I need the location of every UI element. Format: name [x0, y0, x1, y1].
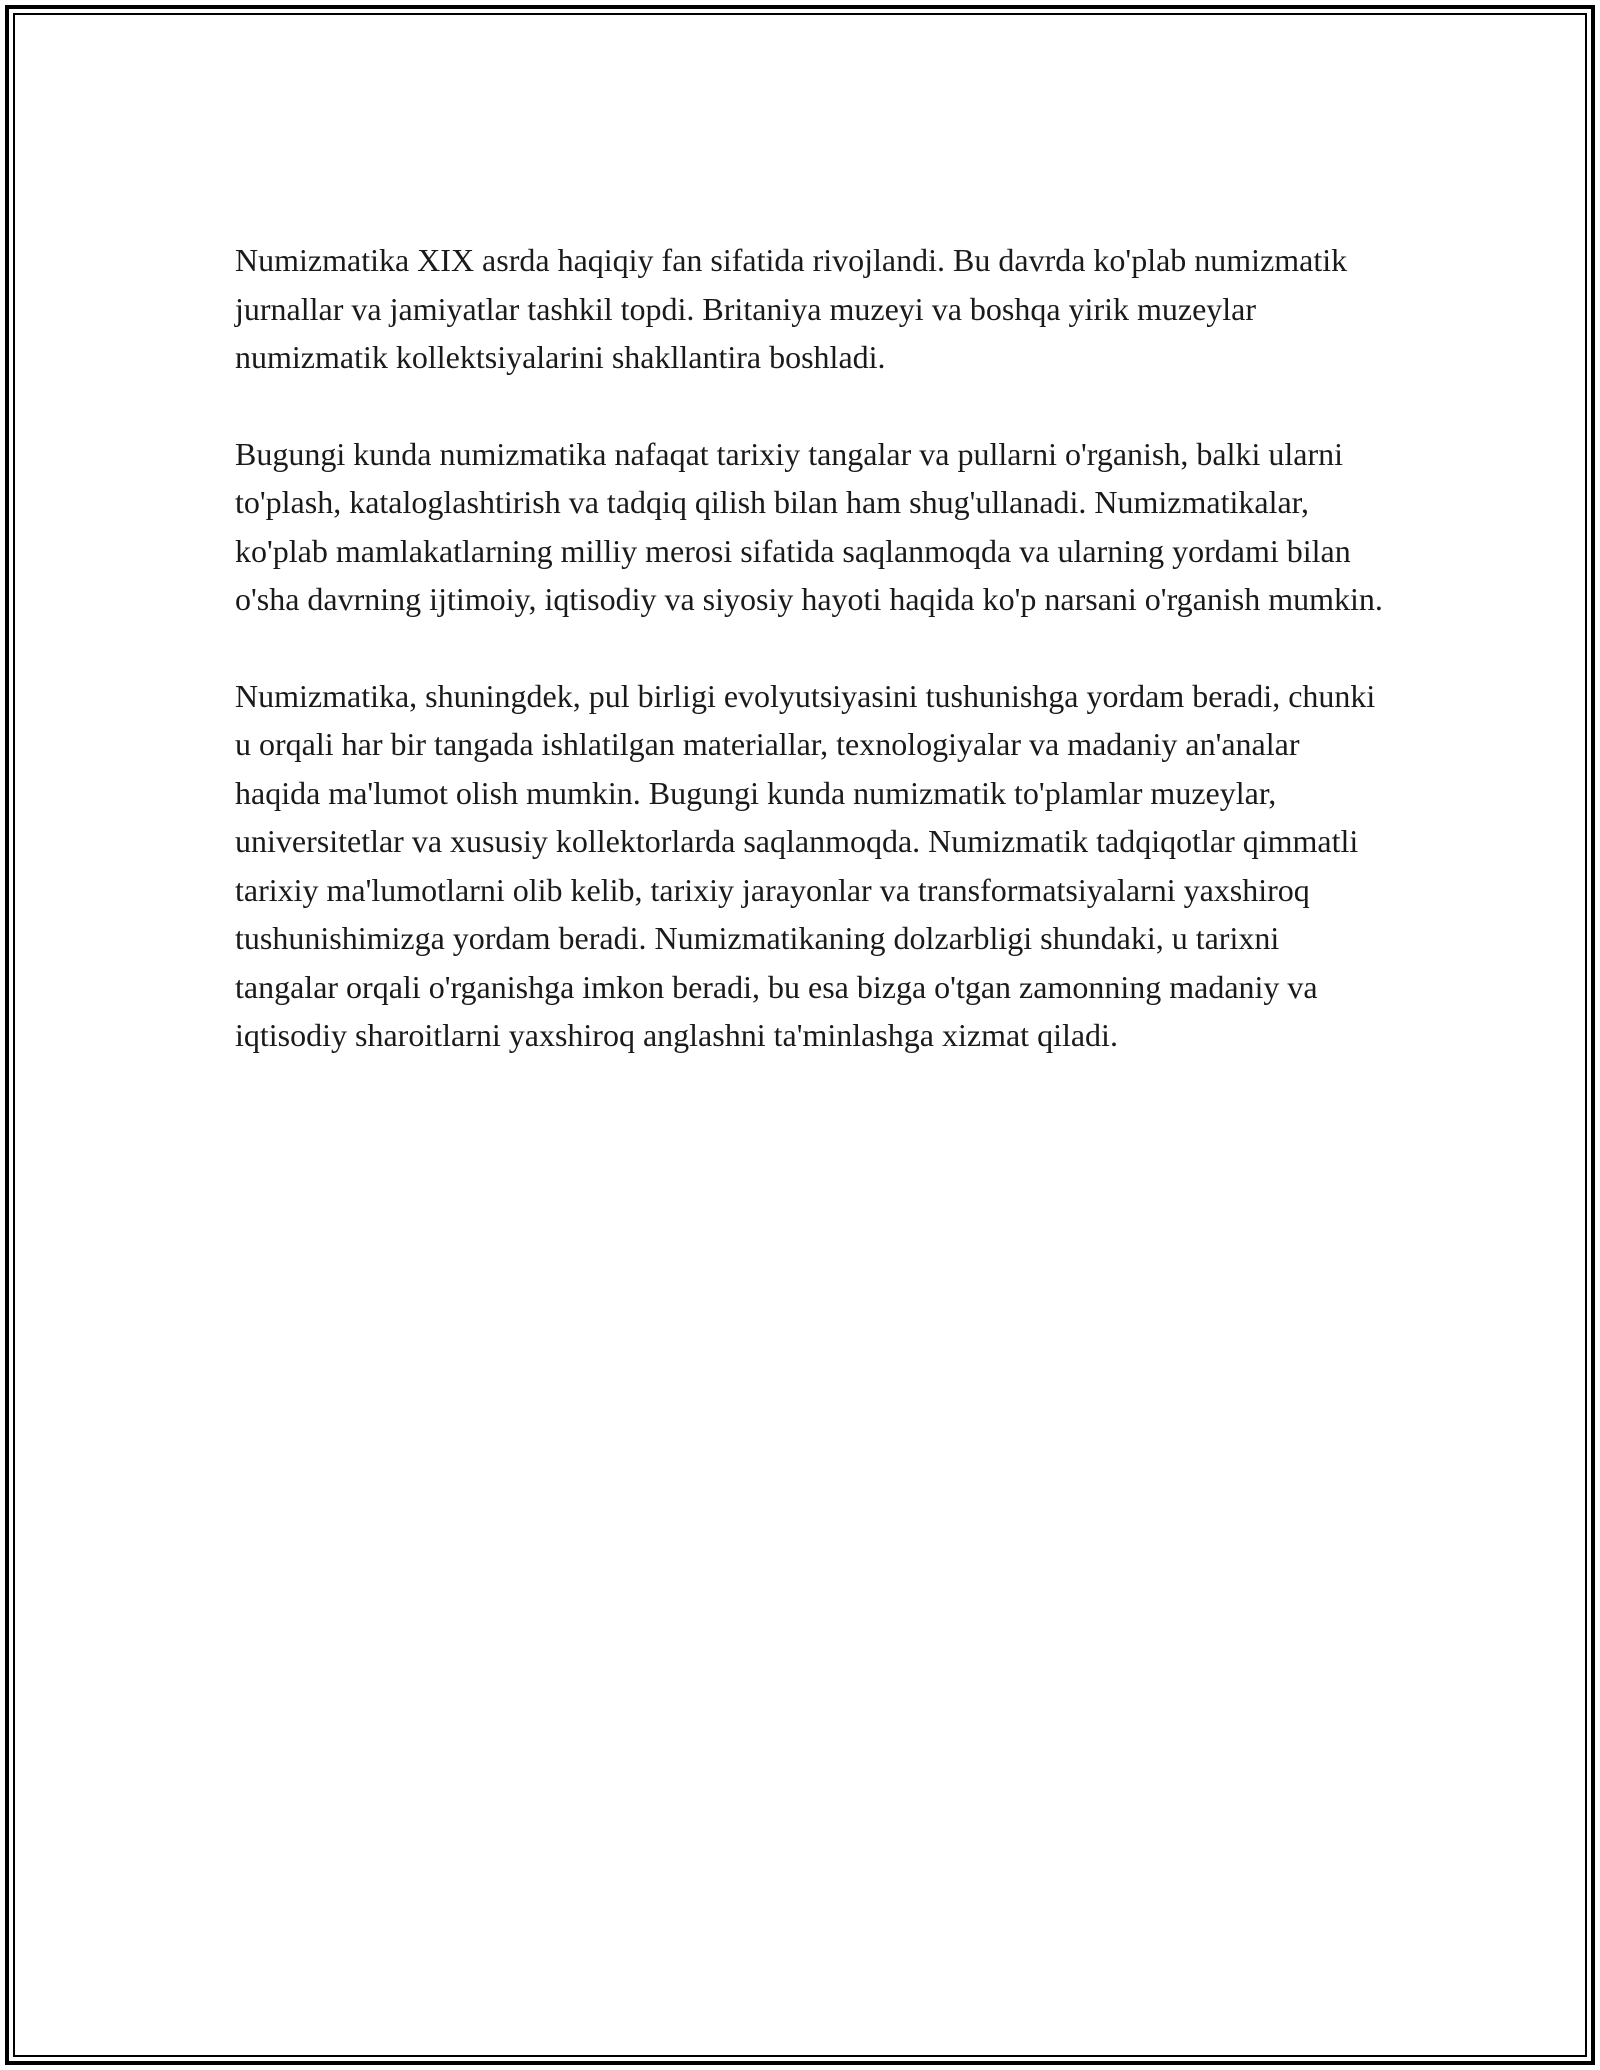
paragraph-2: Bugungi kunda numizmatika nafaqat tarixiy tangalar va pullarni o'rganish, balki ularni to'plash, kataloglashtirish va tadqiq qilish bilan ham shug'ullanadi. Numizmatikalar, ko'plab mamlakatlarning milliy merosi sifatida saqlanmoqda va ularning yordami bilan o'sha davrning ijtimoiy, iqtisodiy va siyosiy hayoti haqida ko'p narsani o'rganish mumkin. [235, 435, 1383, 617]
paragraph-3: Numizmatika, shuningdek, pul birligi evolyutsiyasini tushunishga yordam beradi, chunki u orqali har bir tangada ishlatilgan materiallar, texnologiyalar va madaniy an'analar haqida ma'lumot olish mumkin. Bugungi kunda numizmatik to'plamlar muzeylar, universitetlar va xususiy kollektorlarda saqlanmoqda. Numizmatik tadqiqotlar qimmatli tarixiy ma'lumotlarni olib kelib, tarixiy jarayonlar va transformatsiyalarni yaxshiroq tushunishimizga yordam beradi. Numizmatikaning dolzarbligi shundaki, u tarixni tangalar orqali o'rganishga imkon beradi, bu esa bizga o'tgan zamonning madaniy va iqtisodiy sharoitlarni yaxshiroq anglashni ta'minlashga xizmat qiladi. [235, 677, 1376, 1053]
paragraph-1: Numizmatika XIX asrda haqiqiy fan sifatida rivojlandi. Bu davrda ko'plab numizmatik jurnallar va jamiyatlar tashkil topdi. Britaniya muzeyi va boshqa yirik muzeylar numizmatik kollektsiyalarini shakllantira boshladi. [235, 242, 1348, 375]
document-body [235, 236, 1385, 1108]
